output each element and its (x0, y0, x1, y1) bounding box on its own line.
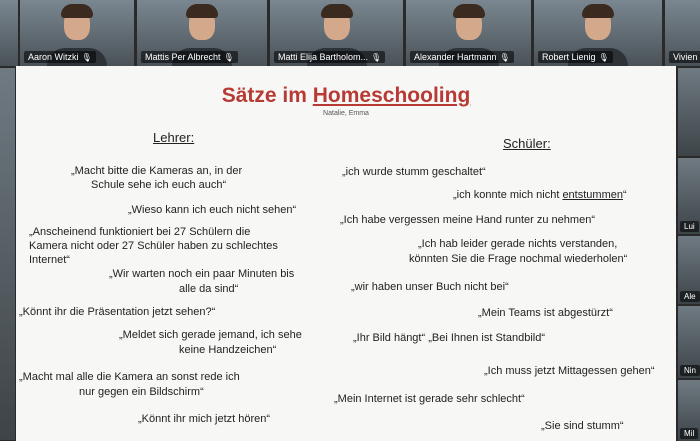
student-quote-closing: “ (622, 189, 627, 201)
student-heading: Schüler: (503, 136, 551, 151)
teacher-quote: „Wir warten noch ein paar Minuten bis (109, 268, 295, 280)
teacher-quote: Kamera nicht oder 27 Schüler haben zu schlechtes (29, 240, 278, 252)
participant-name-tag: Ale (680, 291, 700, 302)
student-quote: „Ich muss jetzt Mittagessen gehen“ (484, 365, 655, 377)
participant-name-tag: Alexander Hartmann 🎙 (410, 51, 514, 63)
participant-tile-matti[interactable] (270, 0, 403, 66)
teacher-quote: „Meldet sich gerade jemand, ich sehe (119, 329, 302, 341)
participant-tile-nin[interactable] (678, 306, 700, 378)
participant-tile-lui[interactable] (678, 158, 700, 234)
participant-name-tag: Lui (680, 221, 699, 232)
slide-title-text: Sätze im (221, 84, 313, 107)
student-quote: „Ich habe vergessen meine Hand runter zu nehmen“ (340, 214, 595, 226)
participant-video (189, 8, 215, 40)
teacher-quote: Schule sehe ich euch auch“ (91, 179, 227, 191)
student-quote: „ich wurde stumm geschaltet“ (342, 166, 486, 178)
participant-tile-ale[interactable] (678, 236, 700, 304)
mic-muted-icon: 🎙 (499, 53, 510, 62)
teacher-quote: „Könnt ihr die Präsentation jetzt sehen?“ (19, 306, 216, 318)
participant-name-tag: Mil (680, 428, 698, 439)
participant-name-tag: Robert Lienig 🎙 (538, 51, 613, 63)
participant-tile-aaron[interactable] (20, 0, 134, 66)
slide-title (16, 84, 676, 108)
teacher-quote: Internet“ (29, 254, 70, 266)
student-quote: „Sie sind stumm“ (541, 420, 624, 432)
slide-title-underlined: Homeschooling (312, 84, 471, 107)
participant-name-tag: Mattis Per Albrecht 🎙 (141, 51, 238, 63)
participant-name-tag: Nin (680, 365, 700, 376)
participant-tile-vivien[interactable] (665, 0, 700, 66)
teacher-quote: keine Handzeichen“ (179, 344, 277, 356)
participant-tile-mil[interactable] (678, 380, 700, 441)
teacher-quote: „Macht mal alle die Kamera an sonst rede ich (19, 371, 240, 383)
participant-tile-robert[interactable] (534, 0, 662, 66)
student-quote: „wir haben unser Buch nicht bei“ (351, 281, 509, 293)
participant-video (585, 8, 611, 40)
student-quote: „Mein Internet ist gerade sehr schlecht“ (334, 393, 525, 405)
participant-name-tag: Vivien (669, 51, 700, 63)
student-quote: „Ich hab leider gerade nichts verstanden, (418, 238, 618, 250)
participant-tile-side[interactable] (678, 68, 700, 156)
mic-muted-icon: 🎙 (371, 53, 382, 62)
student-quote: könnten Sie die Frage nochmal wiederholen“ (409, 253, 628, 265)
participant-video (64, 8, 90, 40)
student-quote: „Mein Teams ist abgestürzt“ (478, 307, 613, 319)
teacher-quote: nur gegen ein Bildschirm“ (79, 386, 204, 398)
teacher-heading: Lehrer: (153, 130, 195, 145)
student-quote-underlined-word: entstummen (562, 189, 623, 201)
participant-tile-mattis[interactable] (137, 0, 267, 66)
participant-tile-left[interactable] (0, 68, 15, 440)
participant-video (456, 8, 482, 40)
teacher-quote: „Macht bitte die Kameras an, in der (71, 165, 243, 177)
participant-name-tag: Matti Elija Bartholom... 🎙 (274, 51, 385, 63)
teacher-quote: „Anscheinend funktioniert bei 27 Schülern die (29, 226, 251, 238)
teacher-quote: „Wieso kann ich euch nicht sehen“ (128, 204, 297, 216)
mic-muted-icon: 🎙 (81, 53, 92, 62)
student-quote-text: „ich konnte mich nicht (453, 189, 563, 201)
participant-tile-alexander[interactable] (406, 0, 531, 66)
teacher-quote: „Könnt ihr mich jetzt hören“ (138, 413, 271, 425)
slide-authors: Natalie, Emma (323, 110, 369, 117)
shared-presentation-slide (16, 66, 676, 441)
teacher-quote: alle da sind“ (179, 283, 239, 295)
mic-muted-icon: 🎙 (598, 53, 609, 62)
participant-video (324, 8, 350, 40)
student-quote: „Ihr Bild hängt“ „Bei Ihnen ist Standbild“ (353, 332, 545, 344)
participant-name-tag: Aaron Witzki 🎙 (24, 51, 96, 63)
student-quote-entstummen (453, 188, 627, 202)
mic-muted-icon: 🎙 (223, 53, 234, 62)
participant-tile[interactable] (0, 0, 18, 66)
